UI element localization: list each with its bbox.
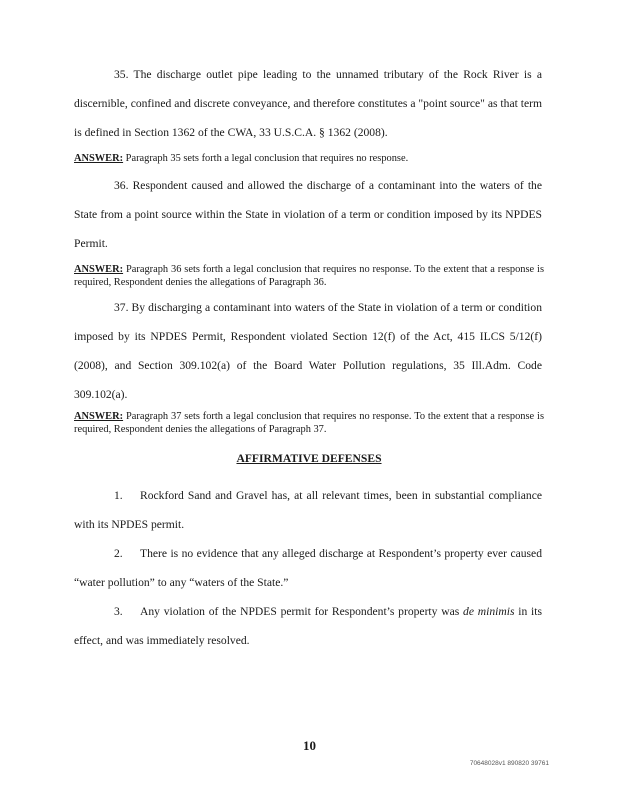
paragraph-37: 37. By discharging a contaminant into waters of the State in violation of a term or condition imposed by its NPDES Permit, Respondent violated Section 12(f) of the Act, 415 ILCS 5/12(f) (2008), and Section 309.102(a) of the Board Water Pollution regulations, 35 Ill.Adm. Code 309.102(a).	[74, 301, 542, 401]
defense-number: 3.	[114, 605, 123, 618]
defense-number: 1.	[114, 489, 123, 502]
answer-35: ANSWER: Paragraph 35 sets forth a legal conclusion that requires no response.	[74, 153, 409, 164]
answer-36: ANSWER: Paragraph 36 sets forth a legal conclusion that requires no response. To the extent that a response is required, Respondent denies the allegations of Paragraph 36.	[74, 264, 544, 288]
paragraph-36: 36. Respondent caused and allowed the discharge of a contaminant into the waters of the State from a point source within the State in violation of a term or condition imposed by its NPDES Permit.	[74, 179, 542, 250]
answer-37: ANSWER: Paragraph 37 sets forth a legal conclusion that requires no response. To the extent that a response is required, Respondent denies the allegations of Paragraph 37.	[74, 411, 544, 435]
document-id: 70648028v1 890820 39761	[469, 760, 549, 767]
affirmative-defenses-heading: AFFIRMATIVE DEFENSES	[236, 452, 382, 465]
paragraph-35: 35. The discharge outlet pipe leading to the unnamed tributary of the Rock River is a discernible, confined and discrete conveyance, and therefore constitutes a "point source" as that term is defined in Section 1362 of the CWA, 33 U.S.C.A. § 1362 (2008).	[74, 68, 542, 139]
defense-1: 1. Rockford Sand and Gravel has, at all relevant times, been in substantial compliance with its NPDES permit.	[74, 481, 542, 539]
defense-2: 2. There is no evidence that any alleged discharge at Respondent’s property ever caused “water pollution” to any “waters of the State.”	[74, 539, 542, 597]
answer-label: ANSWER:	[74, 411, 124, 422]
answer-label: ANSWER:	[74, 264, 124, 275]
defense-number: 2.	[114, 547, 123, 560]
answer-label: ANSWER:	[74, 153, 124, 164]
page-number: 10	[303, 738, 316, 753]
defense-3: 3. Any violation of the NPDES permit for Respondent’s property was de minimis in its effect, and was immediately resolved.	[74, 597, 542, 655]
